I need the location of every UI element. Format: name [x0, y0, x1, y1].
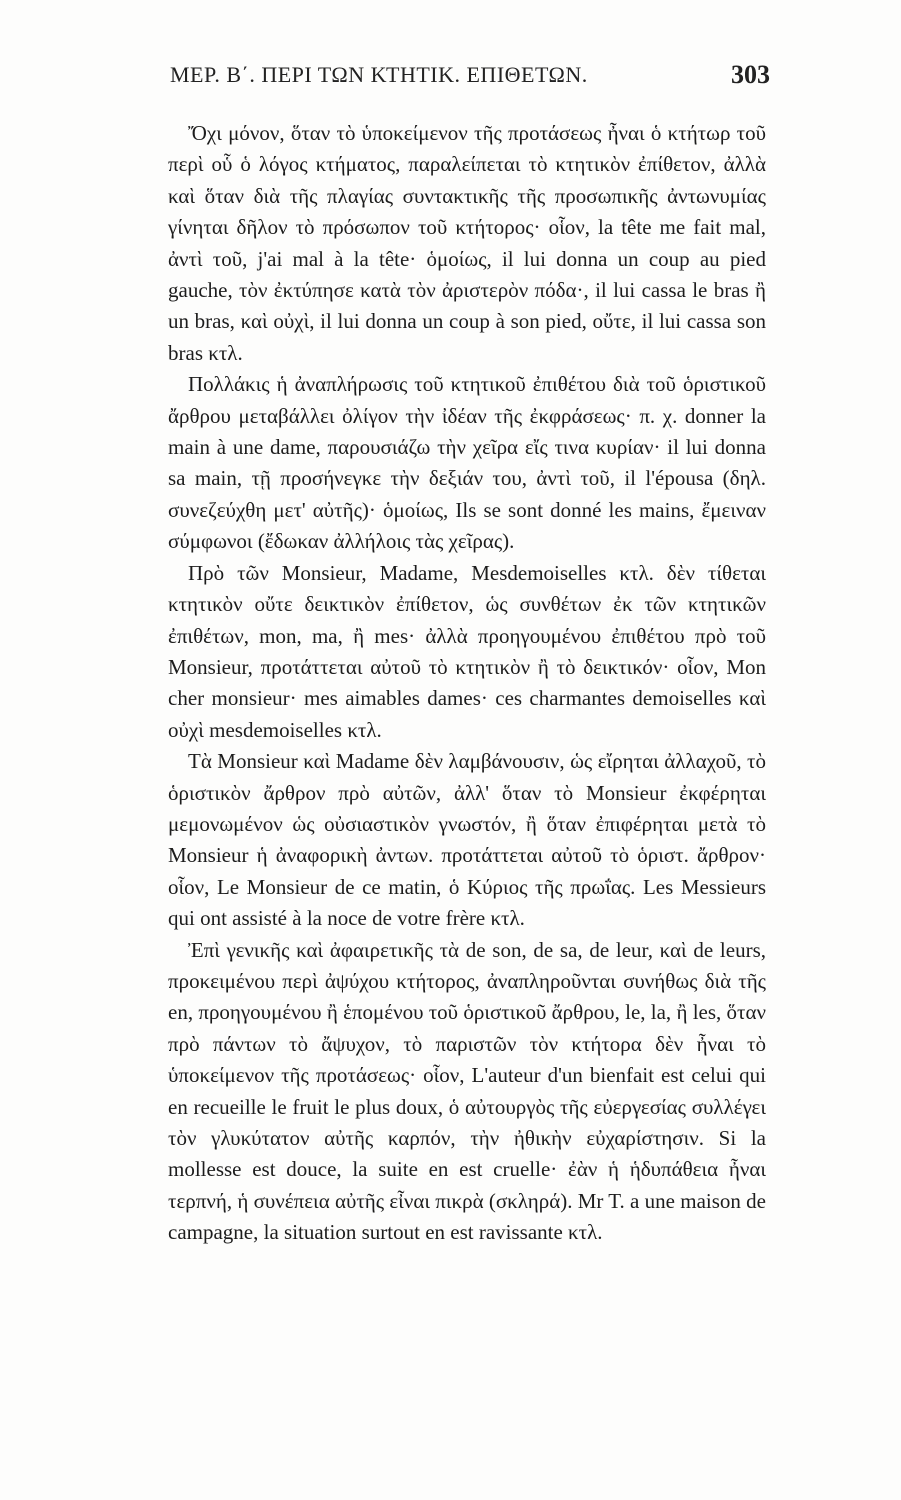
running-head	[150, 62, 770, 102]
paragraph-2: Πολλάκις ἡ ἀναπλήρωσις τοῦ κτητικοῦ ἐπιθέτου διὰ τοῦ ὁριστικοῦ ἄρθρου μεταβάλλει ὀλίγον τὴν ἰδέαν τῆς ἐκφράσεως· π. χ. donner la main à une dame, παρουσιάζω τὴν χεῖρα εἴς τινα κυρίαν· il lui donna sa main, τῇ προσήνεγκε τὴν δεξιάν του, ἀντὶ τοῦ, il l'épousa (δηλ. συνεζεύχθη μετ' αὐτῆς)· ὁμοίως, Ils se sont donné les mains, ἔμειναν σύμφωνοι (ἔδωκαν ἀλλήλοις τὰς χεῖρας).	[168, 372, 766, 554]
page-number: 303	[731, 60, 770, 89]
paragraph-4: Τὰ Monsieur καὶ Madame δὲν λαμβάνουσιν, ὡς εἴρηται ἀλλαχοῦ, τὸ ὁριστικὸν ἄρθρον πρὸ αὐτῶν, ἀλλ' ὅταν τὸ Monsieur ἐκφέρηται μεμονωμένον ὡς οὐσιαστικὸν γνωστόν, ἢ ὅταν ἐπιφέρηται μετὰ τὸ Monsieur ἡ ἀναφορικὴ ἀντων. προτάττεται αὐτοῦ τὸ ὁριστ. ἄρθρον· οἷον, Le Monsieur de ce matin, ὁ Κύριος τῆς πρωΐας. Les Messieurs qui ont assisté à la noce de votre frère κτλ.	[168, 749, 766, 931]
running-head-title: ΜΕΡ. Β΄. ΠΕΡΙ ΤΩΝ ΚΤΗΤΙΚ. ΕΠΙΘΕΤΩΝ.	[170, 62, 588, 87]
body-text	[168, 118, 766, 1249]
paragraph-3: Πρὸ τῶν Monsieur, Madame, Mesdemoiselles κτλ. δὲν τίθεται κτητικὸν οὔτε δεικτικὸν ἐπίθετον, ὡς συνθέτων ἐκ τῶν κτητικῶν ἐπιθέτων, mon, ma, ἢ mes· ἀλλὰ προηγουμένου ἐπιθέτου πρὸ τοῦ Monsieur, προτάττεται αὐτοῦ τὸ κτητικὸν ἢ τὸ δεικτικόν· οἷον, Mon cher monsieur· mes aimables dames· ces charmantes demoiselles καὶ οὐχὶ mesdemoiselles κτλ.	[168, 560, 766, 742]
paragraph-5: Ἐπὶ γενικῆς καὶ ἀφαιρετικῆς τὰ de son, de sa, de leur, καὶ de leurs, προκειμένου περὶ ἀψύχου κτήτορος, ἀναπληροῦνται συνήθως διὰ τῆς en, προηγουμένου ἢ ἑπομένου τοῦ ὁριστικοῦ ἄρθρου, le, la, ἢ les, ὅταν πρὸ πάντων τὸ ἄψυχον, τὸ παριστῶν τὸν κτήτορα δὲν ἦναι τὸ ὑποκείμενον τῆς προτάσεως· οἷον, L'auteur d'un bienfait est celui qui en recueille le fruit le plus doux, ὁ αὐτουργὸς τῆς εὐεργεσίας συλλέγει τὸν γλυκύτατον αὐτῆς καρπόν, τὴν ἠθικὴν εὐχαρίστησιν. Si la mollesse est douce, la suite en est cruelle· ἐὰν ἡ ἡδυπάθεια ἦναι τερπνή, ἡ συνέπεια αὐτῆς εἶναι πικρὰ (σκληρά). Mr T. a une maison de campagne, la situation surtout en est ravissante κτλ.	[168, 937, 766, 1245]
paragraph-1: Ὄχι μόνον, ὅταν τὸ ὑποκείμενον τῆς προτάσεως ἦναι ὁ κτήτωρ τοῦ περὶ οὗ ὁ λόγος κτήματος, παραλείπεται τὸ κτητικὸν ἐπίθετον, ἀλλὰ καὶ ὅταν διὰ τῆς πλαγίας συντακτικῆς τῆς προσωπικῆς ἀντωνυμίας γίνηται δῆλον τὸ πρόσωπον τοῦ κτήτορος· οἷον, la tête me fait mal, ἀντὶ τοῦ, j'ai mal à la tête· ὁμοίως, il lui donna un coup au pied gauche, τὸν ἐκτύπησε κατὰ τὸν ἀριστερὸν πόδα·, il lui cassa le bras ἢ un bras, καὶ οὐχὶ, il lui donna un coup à son pied, οὔτε, il lui cassa son bras κτλ.	[168, 121, 766, 365]
